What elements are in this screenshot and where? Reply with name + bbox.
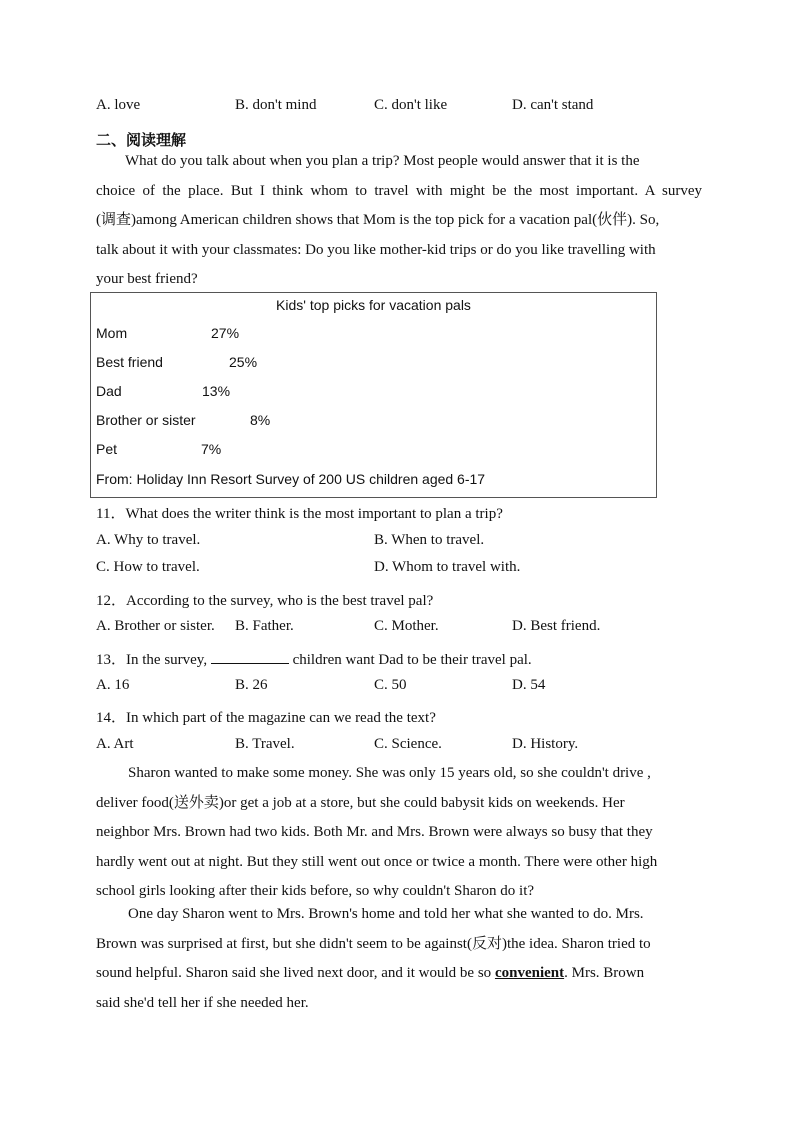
option-d: D. Whom to travel with.: [374, 559, 521, 575]
question-11-options: [96, 559, 702, 579]
option-a: A. Brother or sister.: [96, 618, 215, 634]
passage-1-line: choice of the place. But I think whom to travel with might be the most important. A survey: [96, 182, 702, 199]
option-c: C. don't like: [374, 97, 448, 113]
survey-value: 25%: [229, 354, 258, 370]
survey-value: 27%: [211, 325, 240, 341]
survey-title: Kids' top picks for vacation pals: [276, 297, 471, 313]
survey-value: 13%: [202, 383, 231, 399]
survey-row: [96, 354, 258, 372]
options-row-10: [96, 97, 702, 117]
question-11-stem: 11．What does the writer think is the most important to plan a trip?: [96, 506, 503, 522]
passage-3: [96, 900, 702, 1018]
survey-label: Brother or sister: [96, 412, 196, 428]
question-13-stem-before: 13．In the survey,: [96, 652, 208, 668]
option-d: D. can't stand: [512, 97, 594, 113]
option-d: D. 54: [512, 677, 546, 693]
question-13-stem: [96, 648, 702, 669]
survey-label: Mom: [96, 325, 128, 341]
option-c: C. 50: [374, 677, 407, 693]
survey-label: Best friend: [96, 354, 163, 370]
answer-blank: [211, 649, 289, 664]
question-13-options: [96, 677, 702, 697]
question-14-options: [96, 736, 702, 756]
passage-1-line: talk about it with your classmates: Do you like mother-kid trips or do you like travelling with: [96, 241, 656, 258]
option-a: A. Art: [96, 736, 134, 752]
option-c: C. Mother.: [374, 618, 439, 634]
passage-2-line: neighbor Mrs. Brown had two kids. Both Mr. and Mrs. Brown were always so busy that they: [96, 824, 653, 840]
survey-label: Pet: [96, 441, 118, 457]
question-12-stem: 12．According to the survey, who is the best travel pal?: [96, 593, 434, 609]
passage-1: [96, 147, 702, 295]
passage-2: [96, 759, 702, 907]
passage-1-line: (调查)among American children shows that Mom is the top pick for a vacation pal(伙伴). So,: [96, 212, 660, 228]
question-12-options: [96, 618, 702, 638]
option-b: B. Father.: [235, 618, 294, 634]
question-14-stem: 14．In which part of the magazine can we read the text?: [96, 710, 436, 726]
option-b: B. don't mind: [235, 97, 317, 113]
option-d: D. Best friend.: [512, 618, 601, 634]
passage-2-line: school girls looking after their kids before, so why couldn't Sharon do it?: [96, 883, 535, 899]
keyword-convenient: convenient: [494, 965, 565, 981]
option-b: B. Travel.: [235, 736, 295, 752]
passage-3-line: [96, 959, 702, 989]
option-a: A. Why to travel.: [96, 532, 201, 548]
option-a: A. 16: [96, 677, 130, 693]
passage-3-line: Brown was surprised at first, but she didn't seem to be against(反对)the idea. Sharon tried to: [96, 935, 651, 952]
option-c: C. How to travel.: [96, 559, 200, 575]
passage-2-line: deliver food(送外卖)or get a job at a store, but she could babysit kids on weekends. Her: [96, 794, 625, 811]
question-11-options: [96, 532, 702, 552]
passage-2-line: hardly went out at night. But they still went out once or twice a month. There were other high: [96, 853, 658, 870]
passage-2-line: Sharon wanted to make some money. She was only 15 years old, so she couldn't drive ,: [128, 765, 651, 781]
survey-row: [96, 441, 222, 459]
passage-3-text: . Mrs. Brown: [564, 965, 645, 981]
option-a: A. love: [96, 97, 141, 113]
passage-1-line: What do you talk about when you plan a trip? Most people would answer that it is the: [125, 153, 640, 169]
question-13-stem-after: children want Dad to be their travel pal.: [292, 652, 532, 668]
passage-3-line: said she'd tell her if she needed her.: [96, 994, 309, 1011]
survey-label: Dad: [96, 383, 122, 399]
survey-table: [90, 292, 657, 498]
section-title: 二、阅读理解: [96, 131, 187, 149]
survey-value: 7%: [201, 441, 222, 457]
passage-3-line: One day Sharon went to Mrs. Brown's home and told her what she wanted to do. Mrs.: [128, 906, 644, 922]
option-b: B. 26: [235, 677, 268, 693]
survey-row: [96, 325, 240, 343]
option-c: C. Science.: [374, 736, 442, 752]
survey-row: [96, 412, 271, 430]
option-d: D. History.: [512, 736, 579, 752]
survey-row: [96, 383, 231, 401]
survey-value: 8%: [250, 412, 271, 428]
option-b: B. When to travel.: [374, 532, 485, 548]
passage-1-line: your best friend?: [96, 271, 198, 287]
passage-3-text: sound helpful. Sharon said she lived next door, and it would be so: [96, 965, 492, 981]
survey-source: From: Holiday Inn Resort Survey of 200 US children aged 6-17: [96, 471, 486, 487]
